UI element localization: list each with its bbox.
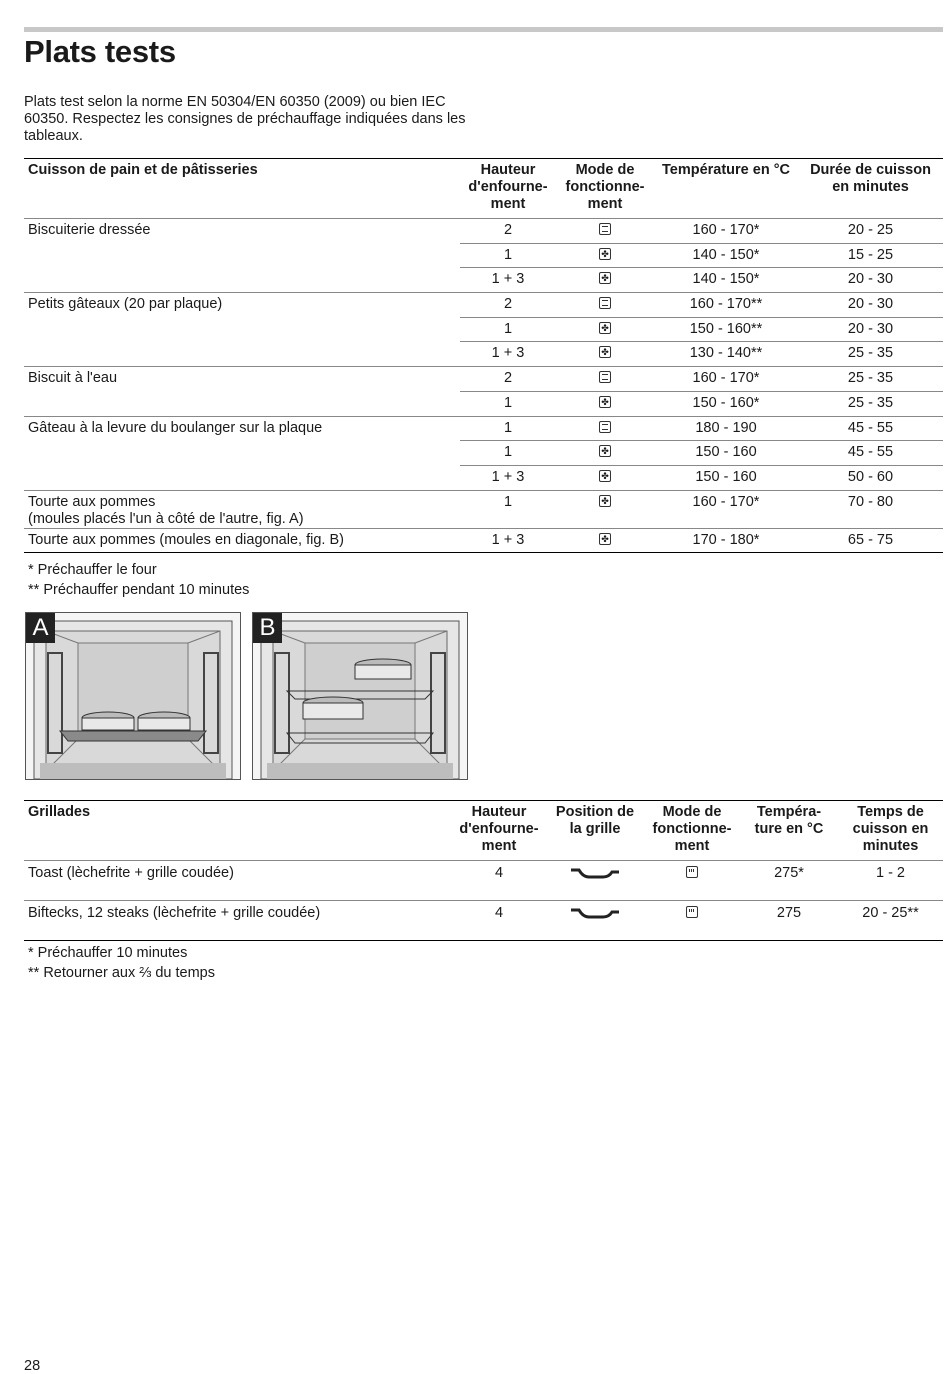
heating-mode [556, 391, 654, 416]
rack-height: 1 + 3 [460, 268, 556, 293]
grill-table-header [24, 801, 943, 861]
page-title: Plats tests [24, 34, 176, 69]
dish-name [24, 465, 460, 490]
baking-table-header [24, 159, 943, 219]
header-grill-mode: Mode de fonctionne-ment [644, 801, 740, 861]
grill-heating-mode [644, 861, 740, 901]
dish-name-text: Tourte aux pommes [28, 493, 156, 510]
rack-height: 1 + 3 [491, 531, 525, 548]
rack-height: 1 [460, 317, 556, 342]
temperature: 140 - 150* [654, 268, 798, 293]
heating-mode [556, 367, 654, 392]
rack-height: 1 [460, 243, 556, 268]
dish-name-text: Biscuiterie dressée [28, 222, 151, 238]
table-row [24, 367, 943, 392]
header-time: Durée de cuisson en minutes [798, 159, 943, 219]
dish-name-detail: (moules placés l'un à côté de l'autre, fig. A) [28, 510, 304, 527]
table-row [24, 901, 943, 941]
rack-height: 1 + 3 [460, 465, 556, 490]
intro-text: Plats test selon la norme EN 50304/EN 60350 (2009) ou bien IEC 60350. Respectez les consignes de préchauffage indiquées dans les tableaux. [24, 94, 466, 144]
temperature: 170 - 180* [692, 531, 760, 548]
cooking-time: 70 - 80 [798, 490, 943, 528]
cooking-time: 20 - 30 [798, 268, 943, 293]
table-row [24, 465, 943, 490]
grill-dish-name: Biftecks, 12 steaks (lèchefrite + grille coudée) [28, 905, 321, 921]
grill-note-1: * Préchauffer 10 minutes [28, 945, 188, 961]
heating-mode [556, 490, 654, 528]
grill-heating-mode [644, 901, 740, 941]
dish-name [24, 490, 460, 528]
cooking-time: 20 - 25 [798, 219, 943, 244]
grill-rack-height: 4 [452, 861, 546, 901]
table-row [24, 317, 943, 342]
header-mode: Mode de fonctionne-ment [556, 159, 654, 219]
heating-mode [556, 317, 654, 342]
grill-icon [686, 866, 698, 878]
rack-height: 2 [460, 367, 556, 392]
grill-temperature: 275* [740, 861, 838, 901]
temperature: 150 - 160** [654, 317, 798, 342]
header-grill-position: Position de la grille [546, 801, 644, 861]
header-grill-dish: Grillades [24, 801, 452, 861]
hot-air-icon [599, 396, 611, 408]
oven-side-by-side-illustration [26, 613, 240, 779]
top-rule [24, 27, 943, 32]
grill-dish-name: Toast (lèchefrite + grille coudée) [24, 861, 452, 901]
grill-position [546, 901, 644, 941]
heating-mode [556, 441, 654, 466]
dish-name-text: Tourte aux pommes (moules en diagonale, fig. B) [28, 531, 344, 548]
dish-name [24, 416, 460, 441]
table-row [24, 342, 943, 367]
dish-name [24, 391, 460, 416]
heating-mode [556, 268, 654, 293]
header-height: Hauteur d'enfourne-ment [460, 159, 556, 219]
grill-cooking-time: 1 - 2 [838, 861, 943, 901]
header-grill-height: Hauteur d'enfourne-ment [452, 801, 546, 861]
dish-name [24, 293, 460, 318]
hot-air-icon [599, 248, 611, 260]
rack-height: 1 + 3 [460, 342, 556, 367]
temperature: 150 - 160 [654, 441, 798, 466]
heating-mode [556, 528, 654, 553]
top-bottom-heat-icon [599, 421, 611, 433]
cooking-time: 20 - 30 [798, 293, 943, 318]
table-row [24, 861, 943, 901]
grill-temperature: 275 [776, 905, 802, 921]
dish-name [24, 441, 460, 466]
figure-b [252, 612, 468, 780]
temperature: 160 - 170* [654, 219, 798, 244]
rack-height: 1 [460, 441, 556, 466]
grill-position [546, 861, 644, 901]
cooking-time: 25 - 35 [798, 367, 943, 392]
figure-a-label: A [26, 613, 55, 643]
temperature: 150 - 160* [654, 391, 798, 416]
dish-name-text: Petits gâteaux (20 par plaque) [28, 296, 223, 313]
hot-air-icon [599, 322, 611, 334]
baking-note-2: ** Préchauffer pendant 10 minutes [28, 582, 250, 598]
header-grill-time: Temps de cuisson en minutes [838, 801, 943, 861]
oven-diagonal-illustration [253, 613, 467, 779]
hot-air-icon [599, 470, 611, 482]
table-row [24, 243, 943, 268]
baking-note-1: * Préchauffer le four [28, 562, 157, 578]
dish-name [24, 342, 460, 367]
temperature: 140 - 150* [654, 243, 798, 268]
cooking-time: 25 - 35 [798, 391, 943, 416]
grill-cooking-time: 20 - 25** [862, 905, 919, 921]
top-bottom-heat-icon [599, 371, 611, 383]
table-row [24, 268, 943, 293]
hot-air-icon [599, 445, 611, 457]
figure-a [25, 612, 241, 780]
top-bottom-heat-icon [599, 223, 611, 235]
dish-name [24, 367, 460, 392]
rack-height: 1 [460, 490, 556, 528]
bent-grill-icon [569, 865, 621, 881]
heating-mode [556, 342, 654, 367]
page-number: 28 [24, 1358, 41, 1374]
table-row [24, 490, 943, 528]
hot-air-icon [599, 346, 611, 358]
table-row [24, 528, 943, 553]
heating-mode [556, 465, 654, 490]
rack-height: 2 [460, 219, 556, 244]
grill-table [24, 800, 943, 941]
hot-air-icon [599, 495, 611, 507]
rack-height: 1 [460, 391, 556, 416]
table-row [24, 391, 943, 416]
header-dish: Cuisson de pain et de pâtisseries [24, 159, 460, 219]
cooking-time: 65 - 75 [847, 531, 894, 548]
dish-name-text: Biscuit à l'eau [28, 370, 118, 387]
temperature: 130 - 140** [654, 342, 798, 367]
temperature: 180 - 190 [654, 416, 798, 441]
dish-name-text: Gâteau à la levure du boulanger sur la plaque [28, 419, 323, 436]
cooking-time: 20 - 30 [798, 317, 943, 342]
dish-name [24, 268, 460, 293]
grill-note-2: ** Retourner aux ⅔ du temps [28, 965, 215, 981]
table-row [24, 441, 943, 466]
cooking-time: 15 - 25 [798, 243, 943, 268]
grill-icon [686, 906, 698, 918]
bent-grill-icon [569, 905, 621, 921]
dish-name [24, 528, 460, 553]
hot-air-icon [599, 272, 611, 284]
header-temp: Température en °C [654, 159, 798, 219]
cooking-time: 45 - 55 [798, 441, 943, 466]
grill-rack-height: 4 [494, 905, 504, 921]
hot-air-icon [599, 533, 611, 545]
cooking-time: 25 - 35 [798, 342, 943, 367]
heating-mode [556, 293, 654, 318]
top-bottom-heat-icon [599, 297, 611, 309]
heating-mode [556, 416, 654, 441]
heating-mode [556, 219, 654, 244]
table-row [24, 219, 943, 244]
heating-mode [556, 243, 654, 268]
temperature: 160 - 170* [654, 367, 798, 392]
baking-table [24, 158, 943, 553]
cooking-time: 45 - 55 [798, 416, 943, 441]
header-grill-temp: Tempéra-ture en °C [740, 801, 838, 861]
dish-name [24, 219, 460, 244]
table-row [24, 293, 943, 318]
temperature: 150 - 160 [654, 465, 798, 490]
temperature: 160 - 170** [654, 293, 798, 318]
rack-height: 1 [460, 416, 556, 441]
dish-name [24, 243, 460, 268]
table-row [24, 416, 943, 441]
rack-height: 2 [460, 293, 556, 318]
cooking-time: 50 - 60 [798, 465, 943, 490]
temperature: 160 - 170* [654, 490, 798, 528]
figure-b-label: B [253, 613, 282, 643]
dish-name [24, 317, 460, 342]
